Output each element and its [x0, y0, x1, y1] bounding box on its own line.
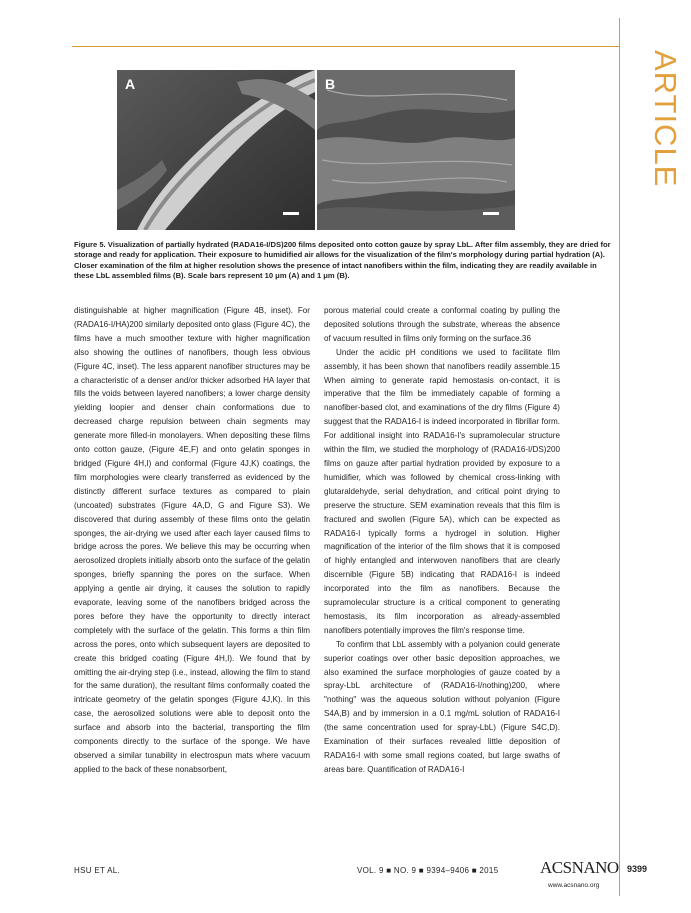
- body-column-left: [74, 304, 310, 777]
- sem-image-fractured-film: [117, 70, 315, 230]
- body-column-right: [324, 304, 560, 777]
- panel-label-b: B: [325, 76, 336, 92]
- footer-citation: VOL. 9 ■ NO. 9 ■ 9394–9406 ■ 2015: [357, 866, 499, 875]
- journal-logo: ACSNANO: [540, 858, 619, 877]
- figure-caption: [74, 240, 614, 281]
- figure-panel-b: [317, 70, 515, 230]
- page-number: 9399: [627, 864, 648, 874]
- paragraph: Under the acidic pH conditions we used to facilitate film assembly, it has been shown that nanofibers readily assemble.15 When aiming to generate rapid hemostasis on-contact, it is imperative that the film be immediately capable of forming a nanofiber-based clot, and examinations of the dry films (Figure 4) suggest that the RADA16-I is indeed incorporated in fibrillar form. For additional insight into RADA16-I's supramolecular structure within the film, we studied the morphology of (RADA16-I/DS)200 films on gauze after partial hydration provided by exposure to a humidifier, which was followed by chemical cross-linking with glutaraldehyde, serial dehydration, and critical point drying to preserve the structure. SEM examination reveals that this film is fractured and swollen (Figure 5A), which can be expected as RADA16-I typically forms a hydrogel in solution. Higher magnification of the interior of the film shows that it is composed of highly entangled and interwoven nanofibers that are clearly discernible (Figure 5B) indicating that RADA16-I is indeed incorporated into the film as nanofibers. Because the supramolecular structure is a critical component to generating hemostasis, its film incorporation as already-assembled nanofibers potentially improves the film's response time.: [324, 347, 560, 635]
- caption-text: Visualization of partially hydrated (RADA16-I/DS)200 films deposited onto cotton gauze by spray LbL. After film assembly, they are dried for storage and ready for application. Their exposure to humidified air allows for the visualization of the film's morphology during partial hydration (A). Closer examination of the film at higher resolution shows the presence of intact nanofibers within the film, indicating they are readily available in these LbL assembled films (B). Scale bars represent 10 μm (A) and 1 μm (B).: [74, 240, 611, 280]
- footer-authors: HSU ET AL.: [74, 866, 120, 875]
- journal-url[interactable]: www.acsnano.org: [548, 882, 600, 889]
- paragraph: To confirm that LbL assembly with a polyanion could generate superior coatings over other basic deposition approaches, we also examined the surface morphologies of gauze coated by a spray-LbL architecture of (RADA16-I/nothing)200, where "nothing" was the aqueous solution without polyanion (Figure S4A,B) and by immersion in a 0.1 mg/mL solution of RADA16-I (the same concentration used for spray-LbL) (Figure S4C,D). Examination of their surfaces revealed little deposition of RADA16-I with some small regions coated, but large swaths of areas bare. Quantification of RADA16-I: [324, 639, 560, 774]
- caption-label: Figure 5.: [74, 240, 106, 249]
- paragraph: porous material could create a conformal coating by pulling the deposited solutions through the substrate, whereas the absence of vacuum resulted in films only forming on the surface.36: [324, 306, 560, 343]
- panel-label-a: A: [125, 76, 136, 92]
- paragraph: distinguishable at higher magnification (Figure 4B, inset). For (RADA16-I/HA)200 similarly deposited onto glass (Figure 4C), the films have a much smoother texture with higher magnification also showing the outlines of nanofibers, though less obvious (Figure 4C, inset). The less apparent nanofiber structures may be a characteristic of a denser and/or thicker adsorbed HA layer that fills the voids between layered nanofibers; a lower charge density yielding loopier and denser chain conformations due to decreased charge repulsion between chain segments may generate more filled-in monolayers. When depositing these films onto cotton gauze, (Figure 4E,F) and onto gelatin sponges in bridged (Figure 4H,I) and conformal (Figure 4J,K) coatings, the film morphologies were clearly transferred as evidenced by the distinctly different surface textures as compared to plain (uncoated) substrates (Figure 4A,D, G and Figure S3). We discovered that during assembly of these films onto the gelatin sponges, the air-drying we used after each layer caused films to bridge across the pores. We believe this may be occurring when aerosolized droplets initially absorb onto the surface of the gelatin sponges, briefly spanning the pores on the surface. When applying a gentle air drying, it causes the solution to rapidly evaporate, leaving some of the nanofibers bridged across the pores before they have the opportunity to directly interact completely with the surface of the gelatin. This forms a thin film across the pores, onto which subsequent layers are deposited to create this bridged coating (Figure 4H,I). We found that by omitting the air-drying step (i.e., instead, allowing the film to stand for the same duration), the resultant films conformally coated the intricate geometry of the gelatin sponges (Figure 4J,K). In this case, the aerosolized solutions were able to deposit onto the surface and absorb into the bacterial, transporting the film components directly to the surface of the sponge. We have observed a similar tunability in electrospun mats where vacuum applied to the back of these nonabsorbent,: [74, 306, 310, 774]
- margin-rule: [619, 18, 620, 896]
- article-section-tag: ARTICLE: [648, 50, 683, 188]
- figure-panel-a: [117, 70, 315, 230]
- header-rule: [72, 46, 619, 47]
- figure-5: [110, 70, 544, 230]
- sem-image-nanofibers: [317, 70, 515, 230]
